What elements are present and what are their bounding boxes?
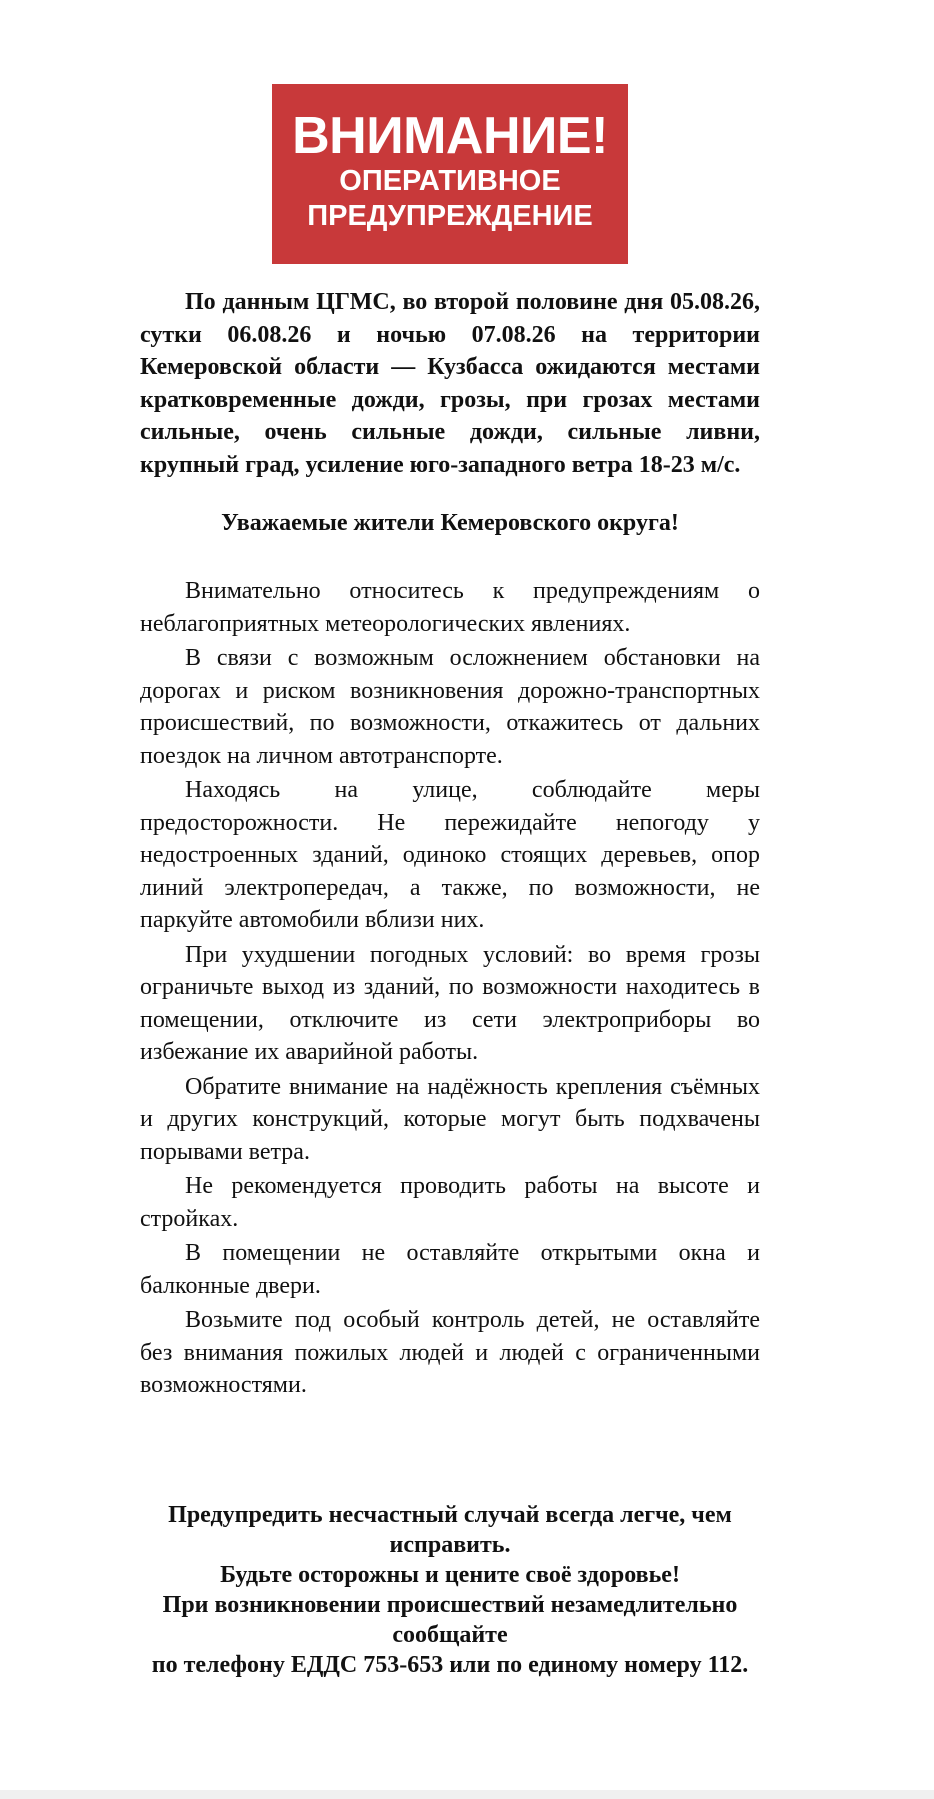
advice-paragraph-8: Возьмите под особый контроль детей, не оставляйте без внимания пожилых людей и людей с ограниченными возможностями.: [140, 1307, 760, 1398]
banner-subtitle-2: ПРЕДУПРЕЖДЕНИЕ: [307, 200, 593, 232]
page-bottom-edge: [0, 1790, 934, 1799]
advice-paragraph-2: В связи с возможным осложнением обстановки на дорогах и риском возникновения дорожно-транспортных происшествий, по возможности, откажитесь от дальних поездок на личном автотранспорте.: [140, 645, 760, 769]
advice-paragraph-1: Внимательно относитесь к предупреждениям о неблагоприятных метеорологических явлениях.: [140, 578, 760, 637]
document-body: [140, 286, 760, 1402]
weather-warning-paragraph: По данным ЦГМС, во второй половине дня 05.08.26, сутки 06.08.26 и ночью 07.08.26 на территории Кемеровской области — Кузбасса ожидаются местами кратковременные дожди, грозы, при грозах местами сильные, очень сильные дожди, сильные ливни, крупный град, усиление юго-западного ветра 18-23 м/с.: [140, 289, 760, 478]
closing-line-1: Предупредить несчастный случай всегда легче, чем исправить.: [168, 1502, 732, 1558]
closing-line-3: При возникновении происшествий незамедлительно сообщайте: [162, 1592, 738, 1648]
advice-paragraph-6: Не рекомендуется проводить работы на высоте и стройках.: [140, 1173, 760, 1232]
closing-line-2: Будьте осторожны и цените своё здоровье!: [220, 1562, 680, 1588]
advice-paragraph-3: Находясь на улице, соблюдайте меры предосторожности. Не пережидайте непогоду у недостроенных зданий, одиноко стоящих деревьев, опор линий электропередач, а также, по возможности, не паркуйте автомобили вблизи них.: [140, 777, 760, 933]
greeting-heading: Уважаемые жители Кемеровского округа!: [221, 510, 679, 536]
closing-note: [140, 1500, 760, 1680]
banner-title: ВНИМАНИЕ!: [292, 107, 608, 165]
advice-paragraph-7: В помещении не оставляйте открытыми окна и балконные двери.: [140, 1240, 760, 1299]
advice-paragraph-5: Обратите внимание на надёжность крепления съёмных и других конструкций, которые могут быть подхвачены порывами ветра.: [140, 1073, 760, 1165]
advice-paragraph-4: При ухудшении погодных условий: во время грозы ограничьте выход из зданий, по возможности находитесь в помещении, отключите из сети электроприборы во избежание их аварийной работы.: [140, 941, 760, 1065]
warning-banner: [272, 84, 628, 264]
closing-line-4: по телефону ЕДДС 753-653 или по единому номеру 112.: [151, 1652, 749, 1678]
banner-subtitle-1: ОПЕРАТИВНОЕ: [339, 165, 561, 197]
